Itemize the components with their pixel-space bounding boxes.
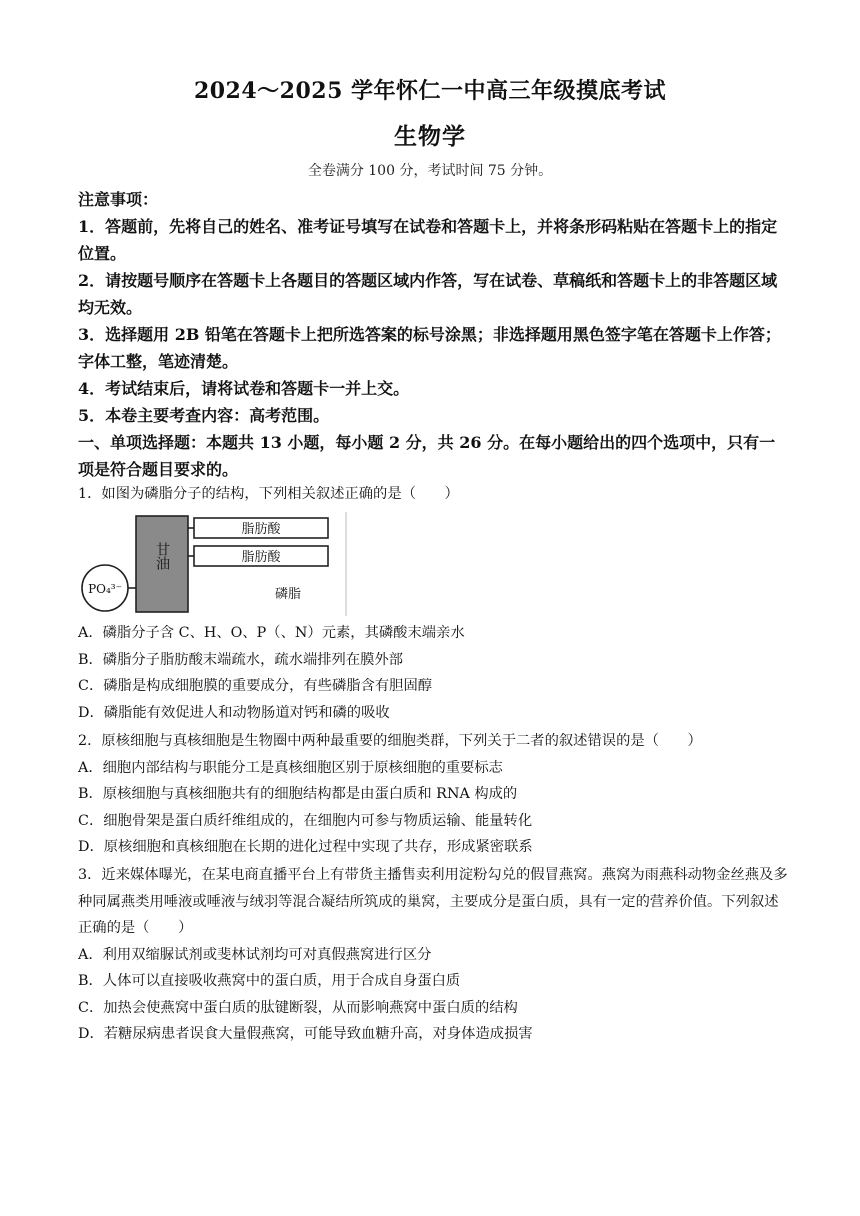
option-d: D．若糖尿病患者误食大量假燕窝，可能导致血糖升高，对身体造成损害 — [78, 1026, 533, 1042]
fatty-acid-label: 脂肪酸 — [241, 522, 281, 537]
option-d: D．原核细胞和真核细胞在长期的进化过程中实现了共存，形成紧密联系 — [78, 839, 533, 855]
exam-info: 全卷满分 100 分，考试时间 75 分钟。 — [307, 163, 553, 179]
notice-item: 1．答题前，先将自己的姓名、准考证号填写在试卷和答题卡上，并将条形码粘贴在答题卡上的指定位置。 — [78, 217, 778, 263]
option-c: C．磷脂是构成细胞膜的重要成分，有些磷脂含有胆固醇 — [78, 678, 433, 694]
question-2 — [78, 728, 790, 861]
option-d: D．磷脂能有效促进人和动物肠道对钙和磷的吸收 — [78, 704, 390, 721]
option-b: B．原核细胞与真核细胞共有的细胞结构都是由蛋白质和 RNA 构成的 — [78, 786, 518, 802]
question-stem: 3．近来媒体曝光，在某电商直播平台上有带货主播售卖利用淀粉勾兑的假冒燕窝。燕窝为雨燕科动物金丝燕及多种同属燕类用唾液或唾液与绒羽等混合凝结所筑成的巢窝，主要成分是蛋白质，具有一定的营养价值。下列叙述正确的是（ ） — [78, 867, 788, 936]
notice-item: 4．考试结束后，请将试卷和答题卡一并上交。 — [78, 379, 410, 398]
glycerol-label: 甘油 — [154, 542, 170, 570]
phospholipid-figure — [78, 512, 350, 616]
notice-block — [78, 186, 790, 483]
question-1-options — [78, 620, 790, 726]
option-a: A．磷脂分子含 C、H、O、P（、N）元素，其磷酸末端亲水 — [78, 625, 465, 641]
notice-item: 2．请按题号顺序在答题卡上各题目的答题区域内作答，写在试卷、草稿纸和答题卡上的非答题区域均无效。 — [78, 271, 778, 317]
option-b: B．人体可以直接吸收燕窝中的蛋白质，用于合成自身蛋白质 — [78, 973, 461, 989]
question-stem: 1．如图为磷脂分子的结构，下列相关叙述正确的是（ ） — [78, 486, 459, 502]
option-b: B．磷脂分子脂肪酸末端疏水，疏水端排列在膜外部 — [78, 651, 404, 668]
figure-caption: 磷脂 — [274, 587, 302, 602]
notice-heading: 注意事项： — [78, 190, 159, 209]
option-a: A．细胞内部结构与职能分工是真核细胞区别于原核细胞的重要标志 — [78, 759, 503, 776]
exam-subject: 生物学 — [394, 123, 466, 150]
question-1 — [78, 481, 790, 508]
phosphate-label: PO₄³⁻ — [88, 582, 122, 596]
option-c: C．细胞骨架是蛋白质纤维组成的，在细胞内可参与物质运输、能量转化 — [78, 812, 533, 829]
notice-item: 3．选择题用 2B 铅笔在答题卡上把所选答案的标号涂黑；非选择题用黑色签字笔在答题卡上作答；字体工整，笔迹清楚。 — [78, 325, 781, 371]
exam-title: 2024～2025 学年怀仁一中高三年级摸底考试 — [193, 78, 667, 104]
question-3 — [78, 862, 790, 1048]
section-heading: 一、单项选择题：本题共 13 小题，每小题 2 分，共 26 分。在每小题给出的四个选项中，只有一项是符合题目要求的。 — [78, 433, 776, 479]
option-c: C．加热会使燕窝中蛋白质的肽键断裂，从而影响燕窝中蛋白质的结构 — [78, 999, 518, 1016]
option-a: A．利用双缩脲试剂或斐林试剂均可对真假燕窝进行区分 — [78, 946, 432, 963]
fatty-acid-label: 脂肪酸 — [241, 550, 281, 565]
notice-item: 5．本卷主要考查内容：高考范围。 — [78, 406, 330, 425]
question-stem: 2．原核细胞与真核细胞是生物圈中两种最重要的细胞类群，下列关于二者的叙述错误的是（ ） — [78, 733, 702, 749]
